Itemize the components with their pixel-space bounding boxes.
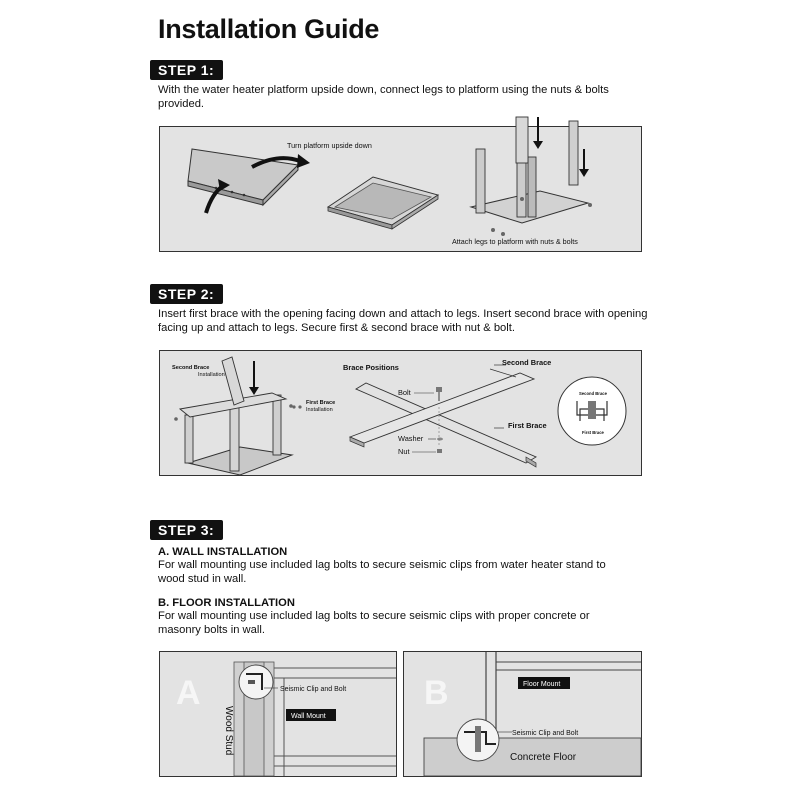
clip-detail-circle [239,665,273,699]
page-title: Installation Guide [158,14,380,44]
step1-illustration-panel [159,126,642,252]
floor-mount-illustration [404,652,641,776]
nut-icon [437,449,442,453]
bolt-icon [436,387,442,392]
wood-stud-label: Wood Stud [223,706,234,756]
panel-a-clip-label: Seismic Clip and Bolt [280,686,347,693]
second-brace-installation-line1: Second Brace [172,365,210,371]
step1-illustration [160,127,641,251]
washer-icon [437,438,443,441]
first-brace-installation-line2: Installation [306,407,333,413]
stand-leg-2 [230,405,239,471]
circle-first-brace: First Brace [582,430,604,435]
step2-text: Insert first brace with the opening facing down and attach to legs. Insert second brace with opening facing up and attach to legs. Secure first & second brace with nut & bolt. [158,308,648,334]
label-washer: Washer [398,434,424,443]
second-brace-installation-line2: Installation [198,372,225,378]
circle-second-brace: Second Brace [579,391,607,396]
floor-mount-label: Floor Mount [523,681,561,688]
first-brace-installation-line1: First Brace [306,400,336,406]
label-turn-platform: Turn platform upside down [287,141,372,150]
wall-installation-heading: A. WALL INSTALLATION [158,546,288,558]
step2-illustration [160,351,641,475]
step3-badge: STEP 3: [150,520,223,540]
wall-mount-label: Wall Mount [291,713,326,720]
floor-installation-heading: B. FLOOR INSTALLATION [158,597,295,609]
step2-illustration-panel [159,350,642,476]
detail-bolt-icon [588,401,596,419]
wall-mount-illustration [160,652,396,776]
wall-installation-text: For wall mounting use included lag bolts to secure seismic clips from water heater stand to wood stud in wall. [158,559,606,585]
leg-3 [516,117,528,163]
floor-installation-text: For wall mounting use included lag bolts to secure seismic clips with proper concrete or masonry bolts in wall. [158,610,590,636]
leg-2 [517,155,526,217]
step1-text: With the water heater platform upside down, connect legs to platform using the nuts & bolts provided. [158,84,609,110]
panel-b-letter: B [424,674,449,712]
step1-badge: STEP 1: [150,60,223,80]
leg-4 [569,121,578,185]
panel-b-clip-label: Seismic Clip and Bolt [512,730,579,737]
leg-1 [476,149,485,213]
second-brace-bar [350,373,534,443]
wall-mount-panel [159,651,397,777]
label-bolt: Bolt [398,388,411,397]
step2-badge: STEP 2: [150,284,223,304]
label-first-brace: First Brace [508,421,547,430]
label-attach-legs: Attach legs to platform with nuts & bolts [452,237,578,246]
stand-leg-1 [185,415,193,463]
stand-leg-3 [273,395,281,455]
concrete-floor-label: Concrete Floor [510,752,577,763]
brace-positions-title: Brace Positions [343,363,399,372]
label-second-brace: Second Brace [502,358,552,367]
floor-mount-panel [403,651,642,777]
anchor-bolt-icon [475,726,481,752]
second-brace [222,357,244,405]
label-nut: Nut [398,447,410,456]
panel-a-letter: A [176,674,201,712]
